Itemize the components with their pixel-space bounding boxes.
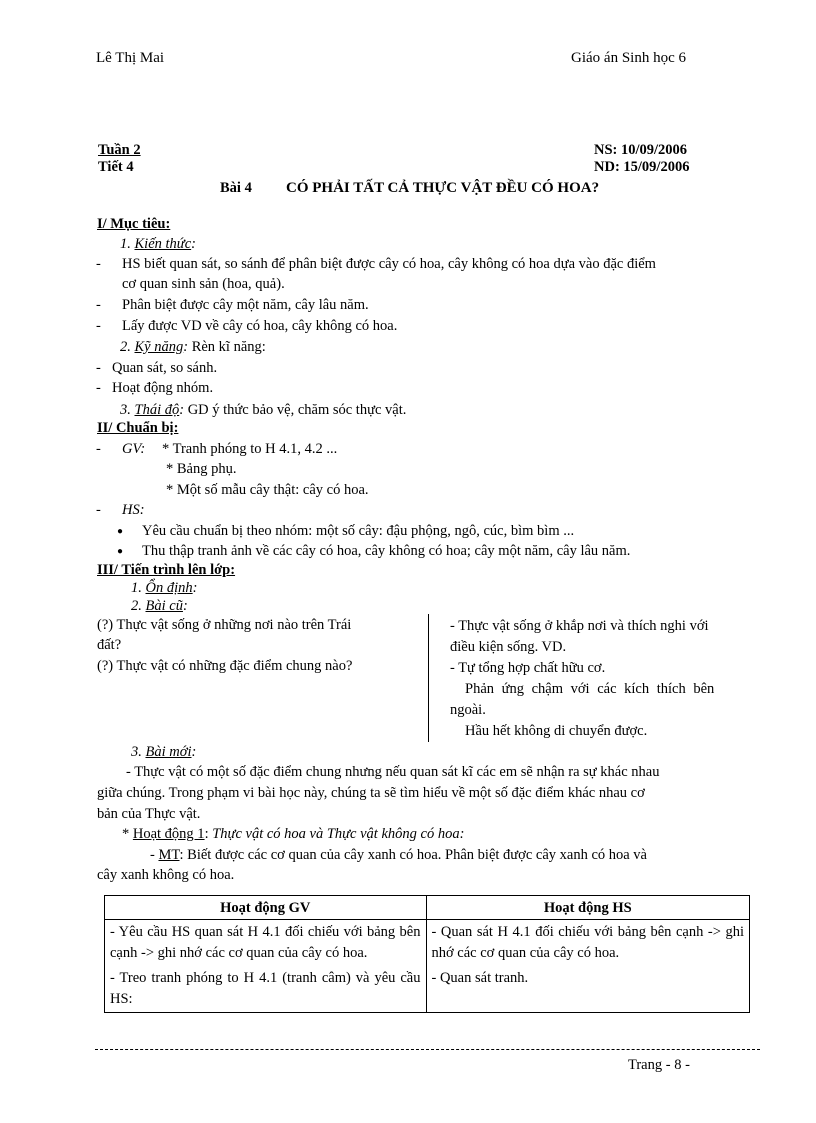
- table-cell: - Quan sát H 4.1 đối chiếu với bảng bên cạnh -> ghi nhớ các cơ quan của cây có hoa.: [426, 920, 750, 967]
- bullet-dash: -: [96, 380, 101, 396]
- attitude-label: Thái độ: [134, 402, 180, 418]
- knowledge-item: HS biết quan sát, so sánh để phân biệt được cây có hoa, cây không có hoa dựa vào đặc điểm: [122, 256, 656, 272]
- bullet-dash: -: [96, 502, 101, 518]
- objective-label: MT: [158, 847, 180, 863]
- header-subject: Giáo án Sinh học 6: [571, 50, 686, 66]
- bullet-dot: ●: [117, 546, 124, 557]
- step-3-label: Bài mới: [145, 744, 192, 760]
- old-answer: Hầu hết không di chuyển được.: [465, 723, 648, 739]
- student-label: HS:: [122, 502, 145, 518]
- step-2-heading: 2. Bài cũ:: [131, 598, 188, 614]
- activity-table: [104, 895, 750, 1013]
- teacher-item: * Một số mẫu cây thật: cây có hoa.: [166, 482, 369, 498]
- bullet-dot: ●: [117, 526, 124, 537]
- objective-text: : Biết được các cơ quan của cây xanh có hoa. Phân biệt được cây xanh có hoa và: [179, 847, 647, 863]
- student-item: Thu thập tranh ảnh về các cây có hoa, cây không có hoa; cây một năm, cây lâu năm.: [142, 543, 631, 559]
- old-answer: điều kiện sống. VD.: [450, 639, 567, 655]
- lesson-title: CÓ PHẢI TẤT CẢ THỰC VẬT ĐỀU CÓ HOA?: [286, 180, 600, 196]
- bullet-dash: -: [96, 256, 101, 272]
- table-header-row: [105, 896, 750, 920]
- knowledge-item: cơ quan sinh sản (hoa, quả).: [122, 276, 285, 292]
- footer-divider: [95, 1049, 760, 1050]
- step-1-number: 1.: [131, 580, 142, 596]
- activity-1-title: Thực vật có hoa và Thực vật không có hoa:: [212, 826, 465, 842]
- table-cell: - Quan sát tranh.: [426, 966, 750, 1013]
- step-1-heading: 1. Ổn định:: [131, 580, 198, 596]
- knowledge-label: Kiến thức: [134, 236, 192, 252]
- old-question: đất?: [97, 637, 122, 653]
- table-row: [105, 966, 750, 1013]
- old-answer: - Thực vật sống ở khắp nơi và thích nghi với: [450, 618, 709, 634]
- objective-line: [150, 847, 647, 864]
- attitude-text: GD ý thức bảo vệ, chăm sóc thực vật.: [187, 402, 407, 418]
- skills-item: Quan sát, so sánh.: [112, 360, 218, 376]
- activity-1-prefix: *: [122, 826, 133, 842]
- teacher-item: * Bảng phụ.: [166, 461, 237, 477]
- knowledge-heading: 1. Kiến thức:: [120, 236, 196, 252]
- teacher-label: GV:: [122, 441, 146, 457]
- page-number: Trang - 8 -: [628, 1057, 690, 1073]
- teacher-item: * Tranh phóng to H 4.1, 4.2 ...: [162, 441, 338, 457]
- activity-1-label: Hoạt động 1: [132, 826, 205, 842]
- step-1-label: Ổn định: [145, 580, 193, 596]
- table-header: Hoạt động HS: [426, 896, 750, 920]
- bullet-dash: -: [96, 318, 101, 334]
- table-cell: - Treo tranh phóng to H 4.1 (tranh câm) và yêu cầu HS:: [105, 966, 427, 1013]
- bullet-dash: -: [96, 360, 101, 376]
- bullet-dash: -: [96, 441, 101, 457]
- old-answer: - Tự tổng hợp chất hữu cơ.: [450, 660, 606, 676]
- bullet-dash: -: [96, 297, 101, 313]
- knowledge-item: Phân biệt được cây một năm, cây lâu năm.: [122, 297, 369, 313]
- period-label: Tiết 4: [98, 159, 134, 175]
- old-answer: ngoài.: [450, 702, 486, 718]
- intro-line: giữa chúng. Trong phạm vi bài học này, chúng ta sẽ tìm hiểu về một số đặc điểm khác nhau cơ: [97, 785, 645, 801]
- old-question: (?) Thực vật có những đặc điểm chung nào?: [97, 658, 353, 674]
- intro-line: bản của Thực vật.: [97, 806, 201, 822]
- header-author: Lê Thị Mai: [96, 50, 165, 66]
- attitude-heading: 3. Thái độ: GD ý thức bảo vệ, chăm sóc thực vật.: [120, 402, 407, 418]
- step-2-label: Bài cũ: [145, 598, 183, 614]
- table-row: [105, 920, 750, 967]
- table-header: Hoạt động GV: [105, 896, 427, 920]
- attitude-number: 3.: [120, 402, 131, 418]
- intro-line: - Thực vật có một số đặc điểm chung nhưng nếu quan sát kĩ các em sẽ nhận ra sự khác nhau: [126, 764, 660, 780]
- step-2-number: 2.: [131, 598, 142, 614]
- activity-1-heading: * Hoạt động 1: Thực vật có hoa và Thực vật không có hoa:: [122, 826, 465, 842]
- student-item: Yêu cầu chuẩn bị theo nhóm: một số cây: đậu phộng, ngô, cúc, bìm bìm ...: [142, 523, 575, 539]
- nd-date: ND: 15/09/2006: [594, 159, 690, 175]
- column-divider: [428, 614, 429, 742]
- skills-text: Rèn kĩ năng:: [191, 339, 266, 355]
- lesson-number: Bài 4: [220, 180, 252, 196]
- skills-label: Kỹ năng: [134, 339, 184, 355]
- skills-number: 2.: [120, 339, 131, 355]
- step-3-number: 3.: [131, 744, 142, 760]
- objective-prefix: -: [150, 847, 159, 863]
- knowledge-number: 1.: [120, 236, 131, 252]
- table-cell: - Yêu cầu HS quan sát H 4.1 đối chiếu với bảng bên cạnh -> ghi nhớ các cơ quan của cây có hoa.: [105, 920, 427, 967]
- skills-item: Hoạt động nhóm.: [112, 380, 214, 396]
- section-2-heading: II/ Chuẩn bị:: [97, 420, 179, 436]
- ns-date: NS: 10/09/2006: [594, 142, 688, 158]
- step-3-heading: 3. Bài mới:: [131, 744, 197, 760]
- skills-heading: 2. Kỹ năng: Rèn kĩ năng:: [120, 339, 266, 355]
- knowledge-item: Lấy được VD về cây có hoa, cây không có hoa.: [122, 318, 398, 334]
- old-answer: Phản ứng chậm với các kích thích bên: [465, 681, 715, 697]
- section-3-heading: III/ Tiến trình lên lớp:: [97, 562, 236, 578]
- objective-line-2: cây xanh không có hoa.: [97, 867, 235, 883]
- week-label: Tuần 2: [98, 142, 141, 158]
- section-1-heading: I/ Mục tiêu:: [97, 216, 171, 232]
- old-question: (?) Thực vật sống ở những nơi nào trên Trái: [97, 617, 352, 633]
